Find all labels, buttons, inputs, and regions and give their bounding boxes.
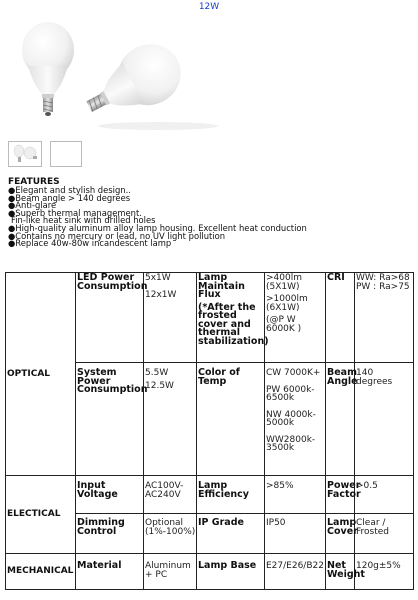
feature-item: ●Superb thermal management. bbox=[8, 207, 142, 218]
feature-item: ●High-quality aluminum alloy lamp housing. Excellent heat conduction bbox=[8, 222, 307, 233]
feature-item: ●Replace 40w-80w incandescent lamp bbox=[8, 238, 172, 249]
value-led-power: 5x1W 12x1W bbox=[144, 273, 197, 363]
label-led-power: LED Power Consumption bbox=[76, 273, 144, 363]
label-beam-angle: Beam Angle bbox=[326, 363, 355, 476]
label-power-factor: Power Factor bbox=[326, 476, 355, 514]
category-optical: OPTICAL bbox=[6, 273, 76, 476]
feature-item: ●Beam angle > 140 degrees bbox=[8, 192, 131, 203]
label-color-temp: Color of Temp bbox=[197, 363, 265, 476]
label-lamp-cover: Lamp Cover bbox=[326, 514, 355, 554]
flux-note: (*After the frosted cover and thermal stabilization) bbox=[198, 301, 269, 347]
feature-item: ●Anti-glare bbox=[8, 200, 57, 211]
category-electrical: ELECTICAL bbox=[6, 476, 76, 554]
label-material: Material bbox=[76, 554, 144, 590]
value-cri: WW: Ra>68 PW : Ra>75 bbox=[355, 273, 414, 363]
category-mechanical: MECHANICAL bbox=[6, 554, 76, 590]
thumbnail-blank[interactable] bbox=[50, 141, 82, 167]
value-color-temp: CW 7000K+ PW 6000k-6500k NW 4000k-5000k WW2800k-3500k bbox=[265, 363, 326, 476]
label-cri: CRI bbox=[326, 273, 355, 363]
value-beam-angle: 140 degrees bbox=[355, 363, 414, 476]
thumbnail-strip bbox=[8, 141, 85, 167]
feature-item: Fin-like heat sink with drilled holes bbox=[11, 215, 156, 226]
label-system-power: System Power Consumption bbox=[76, 363, 144, 476]
label-input-voltage: Input Voltage bbox=[76, 476, 144, 514]
value-efficiency: >85% bbox=[265, 476, 326, 514]
value-lamp-base: E27/E26/B22 bbox=[265, 554, 326, 590]
product-photo-bulbs bbox=[8, 14, 248, 134]
value-power-factor: >0.5 bbox=[355, 476, 414, 514]
spec-table bbox=[5, 272, 414, 590]
value-flux: >400lm (5X1W) >1000lm (6X1W) (@P W 6000K ) bbox=[265, 273, 326, 363]
features-heading: FEATURES bbox=[8, 177, 60, 187]
label-net-weight: Net Weight bbox=[326, 554, 355, 590]
label-ip-grade: IP Grade bbox=[197, 514, 265, 554]
feature-item: ●Elegant and stylish design.. bbox=[8, 185, 131, 195]
value-lamp-cover: Clear / Frosted bbox=[355, 514, 414, 554]
value-dimming: Optional (1%-100%) bbox=[144, 514, 197, 554]
value-ip-grade: IP50 bbox=[265, 514, 326, 554]
thumbnail-bulbs[interactable] bbox=[8, 141, 42, 167]
value-input-voltage: AC100V-AC240V bbox=[144, 476, 197, 514]
label-dimming: Dimming Control bbox=[76, 514, 144, 554]
bulb-tilted bbox=[75, 33, 191, 133]
value-system-power: 5.5W 12.5W bbox=[144, 363, 197, 476]
label-efficiency: Lamp Efficiency bbox=[197, 476, 265, 514]
value-net-weight: 120g±5% bbox=[355, 554, 414, 590]
bulb-upright bbox=[22, 22, 74, 116]
label-lamp-base: Lamp Base bbox=[197, 554, 265, 590]
product-wattage-title: 12W bbox=[198, 2, 220, 12]
feature-item: ●Contains no mercury or lead, no UV light pollution bbox=[8, 230, 226, 241]
features-section bbox=[8, 178, 414, 248]
value-material: Aluminum + PC bbox=[144, 554, 197, 590]
label-flux: Lamp Maintain Flux (*After the frosted cover and thermal stabilization) bbox=[197, 273, 265, 363]
